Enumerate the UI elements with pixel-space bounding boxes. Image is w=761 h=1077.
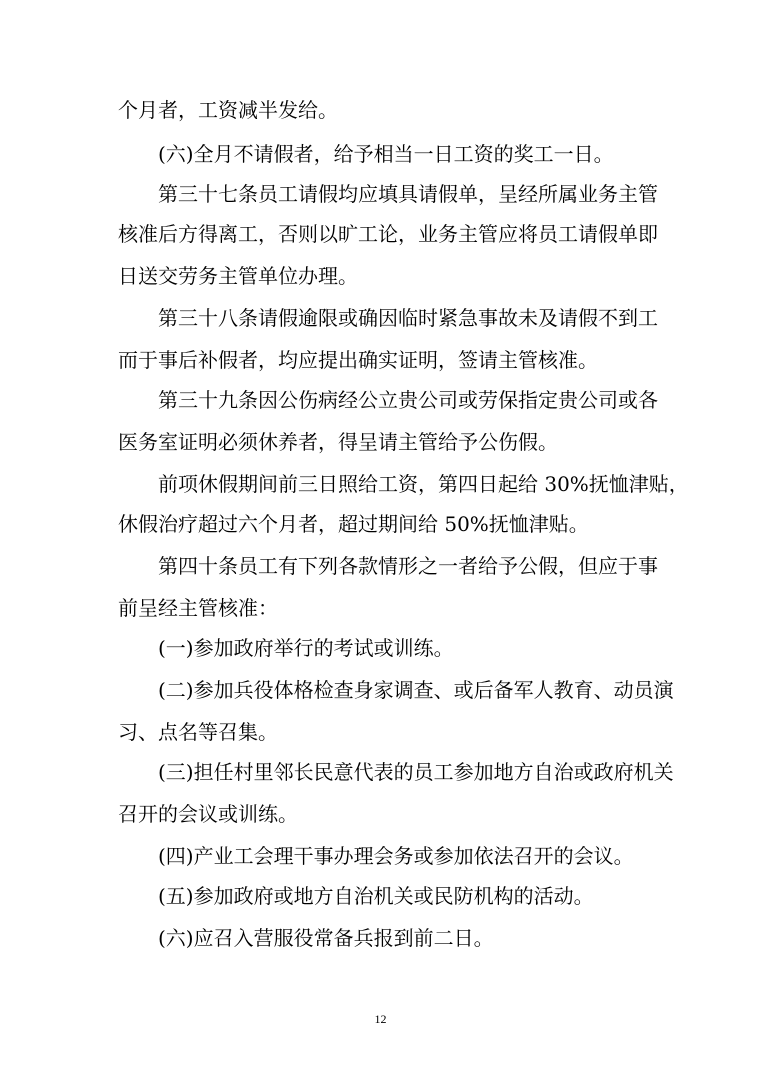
text-line: 前项休假期间前三日照给工资，第四日起给 30%抚恤津贴，: [158, 472, 689, 496]
text-line: (六)全月不请假者，给予相当一日工资的奖工一日。: [158, 142, 614, 166]
text-line: 第三十八条请假逾限或确因临时紧急事故未及请假不到工: [158, 306, 658, 330]
text-line: 前呈经主管核准：: [118, 596, 278, 620]
text-line: (四)产业工会理干事办理会务或参加依法召开的会议。: [158, 844, 634, 868]
text-line: 而于事后补假者，均应提出确实证明，签请主管核准。: [118, 348, 598, 372]
page-number: 12: [374, 1012, 387, 1026]
text-line: (六)应召入营服役常备兵报到前二日。: [158, 926, 494, 950]
text-line: (三)担任村里邻长民意代表的员工参加地方自治或政府机关: [158, 760, 674, 784]
text-line: 召开的会议或训练。: [118, 802, 298, 826]
text-line: 医务室证明必须休养者，得呈请主管给予公伤假。: [118, 430, 558, 454]
text-line: 日送交劳务主管单位办理。: [118, 264, 358, 288]
text-line: 习、点名等召集。: [118, 720, 278, 744]
text-line: 休假治疗超过六个月者，超过期间给 50%抚恤津贴。: [118, 512, 589, 536]
text-line: (五)参加政府或地方自治机关或民防机构的活动。: [158, 884, 594, 908]
text-line: 个月者，工资减半发给。: [118, 98, 338, 122]
text-line: 第四十条员工有下列各款情形之一者给予公假，但应于事: [158, 554, 658, 578]
text-line: 核准后方得离工，否则以旷工论，业务主管应将员工请假单即: [118, 222, 658, 246]
text-line: 第三十七条员工请假均应填具请假单，呈经所属业务主管: [158, 182, 658, 206]
text-line: (一)参加政府举行的考试或训练。: [158, 636, 454, 660]
text-line: 第三十九条因公伤病经公立贵公司或劳保指定贵公司或各: [158, 388, 658, 412]
text-line: (二)参加兵役体格检查身家调查、或后备军人教育、动员演: [158, 678, 674, 702]
